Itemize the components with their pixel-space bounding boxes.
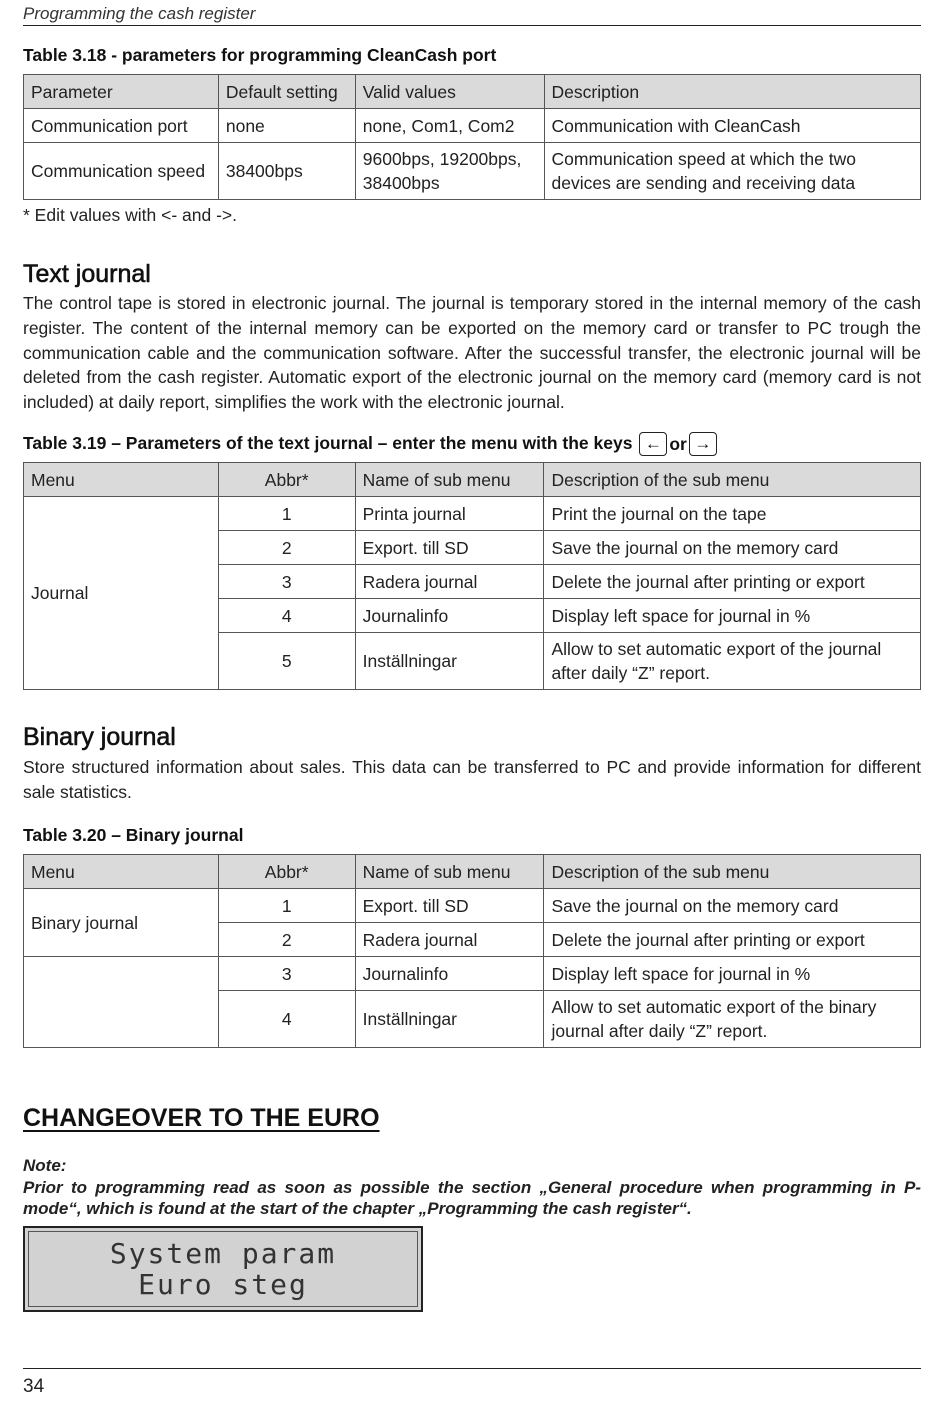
- page-number: 34: [23, 1376, 45, 1397]
- table-cell: Save the journal on the memory card: [544, 889, 921, 923]
- table-cell: Display left space for journal in %: [544, 957, 921, 991]
- table-header-cell: Parameter: [24, 75, 219, 109]
- table-cell: none: [218, 109, 355, 143]
- text-journal-heading: Text journal: [23, 260, 151, 288]
- table-cell: 2: [218, 531, 355, 565]
- arrow-right-key-icon: →: [689, 432, 717, 456]
- table-320-caption: Table 3.20 – Binary journal: [23, 825, 244, 845]
- caption-or-text: or: [669, 433, 687, 454]
- lcd-display-frame: [28, 1231, 418, 1307]
- table-header-cell: Description of the sub menu: [544, 463, 921, 497]
- table-header-cell: Default setting: [218, 75, 355, 109]
- table-cell: Journalinfo: [355, 957, 544, 991]
- note-label: Note:: [23, 1156, 67, 1175]
- table-header-cell: Description: [544, 75, 920, 109]
- table-cell: Display left space for journal in %: [544, 599, 921, 633]
- table-cell: Export. till SD: [355, 531, 544, 565]
- text-journal-paragraph: The control tape is stored in electronic journal. The journal is temporary stored in the internal memory of the cash register. The content of the internal memory can be exported on the memory card or transfer to PC trough the communication cable and the communication software. After the successful transfer, the electronic journal will be deleted from the cash register. Automatic export of the electronic journal on the memory card (memory card is not included) at daily report, simplifies the work with the electronic journal.: [23, 293, 921, 413]
- table-cell: Delete the journal after printing or export: [544, 565, 921, 599]
- table-cell: none, Com1, Com2: [355, 109, 544, 143]
- lcd-display: [23, 1226, 423, 1312]
- table-header-cell: Menu: [24, 855, 219, 889]
- table-cell-menu-empty: [24, 957, 219, 1048]
- table-header-cell: Valid values: [355, 75, 544, 109]
- running-head: Programming the cash register: [23, 4, 256, 23]
- table-cell: Allow to set automatic export of the binary journal after daily “Z” report.: [544, 991, 921, 1048]
- table-row: [24, 889, 921, 923]
- table-header-cell: Name of sub menu: [355, 855, 544, 889]
- table-cell: 2: [218, 923, 355, 957]
- table-320: [23, 854, 921, 1048]
- table-cell-menu: Binary journal: [24, 889, 219, 957]
- table-318-caption: Table 3.18 - parameters for programming CleanCash port: [23, 45, 497, 65]
- euro-section-heading: CHANGEOVER TO THE EURO: [23, 1104, 380, 1132]
- table-cell: Printa journal: [355, 497, 544, 531]
- table-row: [24, 143, 921, 200]
- table-cell: Delete the journal after printing or export: [544, 923, 921, 957]
- table-cell: Communication with CleanCash: [544, 109, 920, 143]
- table-cell: Allow to set automatic export of the journal after daily “Z” report.: [544, 633, 921, 690]
- table-cell: Communication speed: [24, 143, 219, 200]
- table-header-cell: Menu: [24, 463, 219, 497]
- table-cell: Print the journal on the tape: [544, 497, 921, 531]
- table-cell: 9600bps, 19200bps, 38400bps: [355, 143, 544, 200]
- table-319-caption-row: [23, 432, 719, 456]
- table-cell: 3: [218, 957, 355, 991]
- table-cell: Inställningar: [355, 633, 544, 690]
- footer-rule: [23, 1368, 921, 1369]
- table-header-cell: Abbr*: [218, 855, 355, 889]
- table-cell: Journalinfo: [355, 599, 544, 633]
- table-cell: Communication speed at which the two devices are sending and receiving data: [544, 143, 920, 200]
- table-header-cell: Name of sub menu: [355, 463, 544, 497]
- table-cell-menu: Journal: [24, 497, 219, 690]
- arrow-left-key-icon: ←: [639, 432, 667, 456]
- table-row: [24, 109, 921, 143]
- table-header-cell: Description of the sub menu: [544, 855, 921, 889]
- table-cell: 5: [218, 633, 355, 690]
- table-cell: Export. till SD: [355, 889, 544, 923]
- binary-journal-paragraph: Store structured information about sales. This data can be transferred to PC and provide information for different sale statistics.: [23, 757, 921, 802]
- table-header-cell: Abbr*: [218, 463, 355, 497]
- table-cell: 3: [218, 565, 355, 599]
- note-text: Prior to programming read as soon as possible the section „General procedure when programming in P-mode“, which is found at the start of the chapter „Programming the cash register“.: [23, 1178, 921, 1218]
- table-318: [23, 74, 921, 200]
- table-cell: 4: [218, 991, 355, 1048]
- binary-journal-heading: Binary journal: [23, 723, 176, 751]
- table-cell: Radera journal: [355, 565, 544, 599]
- table-319-caption: Table 3.19 – Parameters of the text journal – enter the menu with the keys: [23, 433, 633, 453]
- table-row: [24, 497, 921, 531]
- table-cell: Communication port: [24, 109, 219, 143]
- table-cell: Radera journal: [355, 923, 544, 957]
- table-row: [24, 957, 921, 991]
- table-318-footnote: * Edit values with <- and ->.: [23, 205, 237, 225]
- table-cell: 38400bps: [218, 143, 355, 200]
- table-cell: Save the journal on the memory card: [544, 531, 921, 565]
- lcd-line: Euro steg: [138, 1268, 308, 1301]
- table-cell: 4: [218, 599, 355, 633]
- table-cell: Inställningar: [355, 991, 544, 1048]
- header-rule: [23, 25, 921, 26]
- table-cell: 1: [218, 889, 355, 923]
- table-cell: 1: [218, 497, 355, 531]
- table-319: [23, 462, 921, 690]
- lcd-line: System param: [109, 1237, 337, 1270]
